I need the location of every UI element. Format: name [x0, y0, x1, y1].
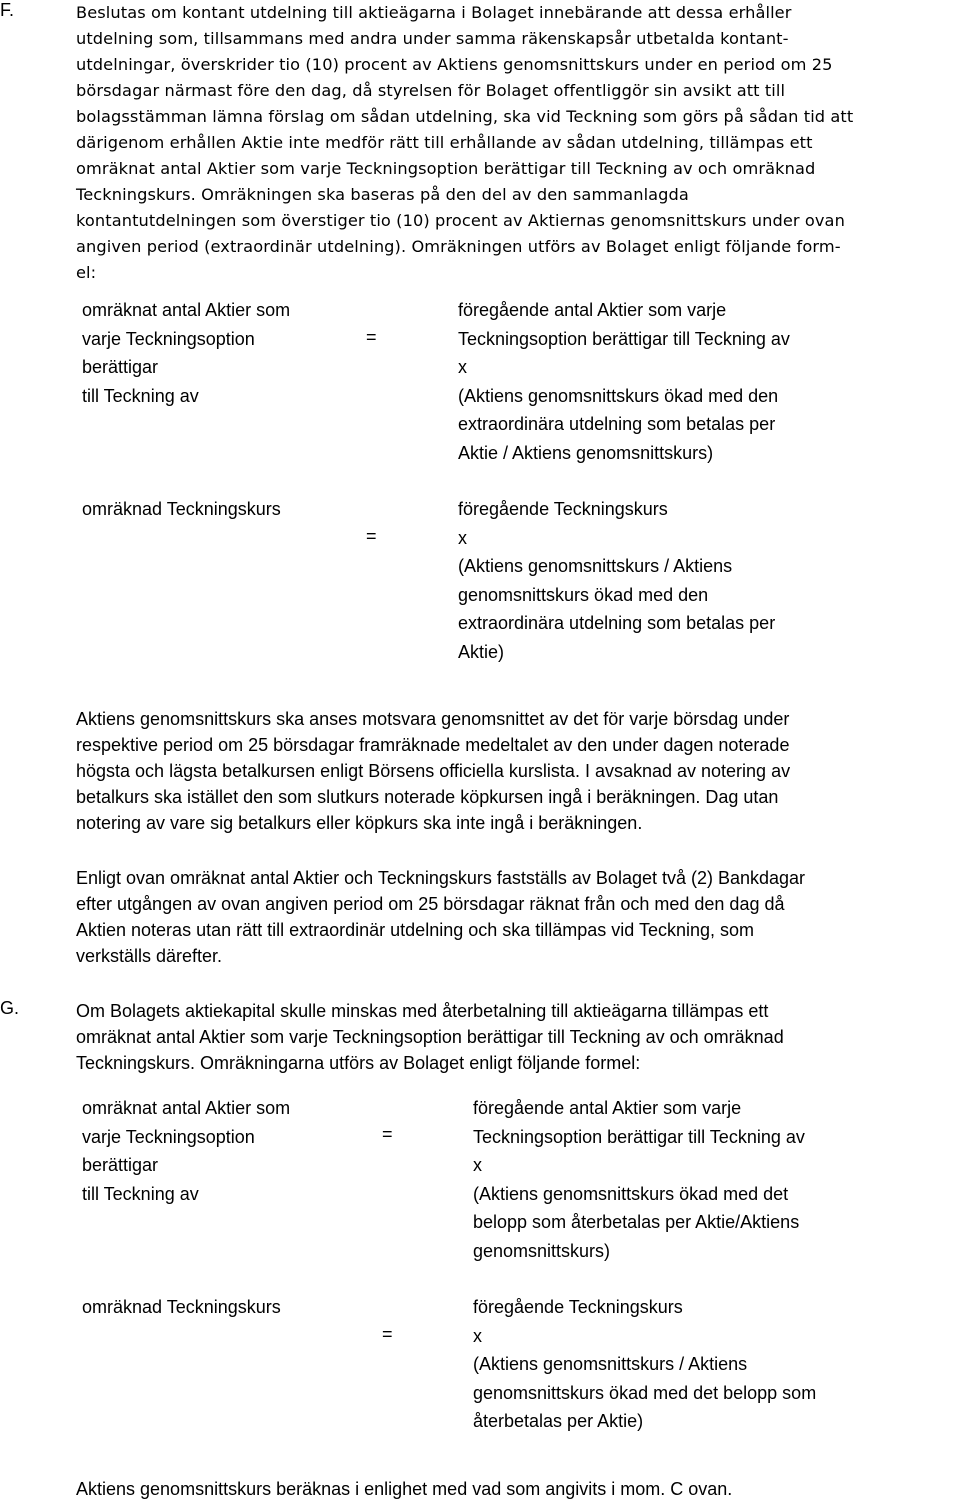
text-line: verkställs därefter.	[76, 946, 223, 966]
text-line: kontantutdelningen som överstiger tio (10) procent av Aktiernas genomsnittskurs under ovan	[76, 211, 845, 230]
formula-term: genomsnittskurs)	[473, 1240, 611, 1261]
text-line: Enligt ovan omräknat antal Aktier och Teckningskurs fastställs av Bolaget två (2) Bankdagar	[76, 868, 806, 888]
text-line: Teckningskurs. Omräkningarna utförs av Bolaget enligt följande formel:	[76, 1053, 641, 1073]
formula-term: berättigar	[82, 1155, 159, 1175]
text-line: Om Bolagets aktiekapital skulle minskas med återbetalning till aktieägarna tillämpas ett	[76, 1001, 769, 1021]
g-formula2-equals: =	[382, 1324, 393, 1344]
text-line: respektive period om 25 börsdagar framräknade medeltalet av den under dagen noterade	[76, 735, 790, 755]
formula-term: (Aktiens genomsnittskurs / Aktiens	[458, 556, 733, 576]
formula-term: omräknad Teckningskurs	[82, 499, 281, 519]
formula-term: belopp som återbetalas per Aktie/Aktiens	[473, 1212, 800, 1232]
text-line: utdelningar, överskrider tio (10) procent av Aktiens genomsnittskurs under en period om 25	[76, 55, 833, 74]
section-f-genomsnittskurs-paragraph	[76, 706, 956, 836]
formula-term: föregående Teckningskurs	[473, 1297, 683, 1317]
formula-term: genomsnittskurs ökad med det belopp som	[473, 1382, 817, 1403]
section-f-letter: F.	[0, 0, 15, 20]
formula-term: extraordinära utdelning som betalas per	[458, 414, 776, 434]
formula-operator: x	[458, 527, 467, 548]
text-line: omräknat antal Aktier som varje Teckningsoption berättigar till Teckning av och omräknad	[76, 159, 816, 178]
text-line: angiven period (extraordinär utdelning). Omräkningen utförs av Bolaget enligt följande form-	[76, 237, 841, 256]
text-line: bolagsstämman lämna förslag om sådan utdelning, ska vid Teckning som görs på sådan tid att	[76, 107, 854, 126]
text-line: börsdagar närmast före den dag, då styrelsen för Bolaget offentliggör sin avsikt att till	[76, 81, 786, 100]
formula-term: (Aktiens genomsnittskurs ökad med det	[473, 1183, 789, 1204]
formula-term: omräknat antal Aktier som	[82, 300, 291, 320]
formula-term: föregående antal Aktier som varje	[473, 1098, 742, 1118]
text-line: därigenom erhållen Aktie inte medför rätt till erhållande av sådan utdelning, tillämpas ett	[76, 133, 813, 152]
formula-term: föregående Teckningskurs	[458, 499, 668, 519]
g-formula1-right	[473, 1094, 805, 1265]
text-line: högsta och lägsta betalkursen enligt Börsens officiella kurslista. I avsaknad av notering av	[76, 761, 791, 781]
section-f-faststallande-paragraph	[76, 865, 956, 969]
formula-term: (Aktiens genomsnittskurs ökad med den	[458, 385, 779, 406]
text-line: Beslutas om kontant utdelning till aktieägarna i Bolaget innebärande att dessa erhåller	[76, 3, 792, 22]
formula-term: till Teckning av	[82, 1183, 199, 1204]
text-line: Aktiens genomsnittskurs beräknas i enlighet med vad som angivits i mom. C ovan.	[76, 1479, 733, 1499]
f-formula2-right	[458, 495, 775, 666]
text-line: betalkurs ska istället den som slutkurs noterade köpkursen ingå i beräkningen. Dag utan	[76, 787, 779, 807]
formula-term: Teckningsoption berättigar till Teckning av	[458, 328, 790, 349]
g-formula2-right	[473, 1293, 816, 1436]
text-line: Aktien noteras utan rätt till extraordinär utdelning och ska tillämpas vid Teckning, som	[76, 920, 755, 940]
f-formula1-left	[82, 296, 290, 410]
text-line: Teckningskurs. Omräkningen ska baseras på den del av den sammanlagda	[76, 185, 689, 204]
text-line: utdelning som, tillsammans med andra under samma räkenskapsår utbetalda kontant-	[76, 29, 789, 48]
formula-term: Aktie)	[458, 641, 505, 662]
text-line: el:	[76, 263, 97, 282]
section-f-intro	[76, 0, 956, 286]
formula-term: omräknad Teckningskurs	[82, 1297, 281, 1317]
text-line: notering av vare sig betalkurs eller köpkurs ska inte ingå i beräkningen.	[76, 813, 643, 833]
formula-term: föregående antal Aktier som varje	[458, 300, 727, 320]
section-g-final-paragraph	[76, 1476, 956, 1502]
text-line: omräknat antal Aktier som varje Teckningsoption berättigar till Teckning av och omräknad	[76, 1027, 784, 1047]
f-formula2-left	[82, 495, 281, 524]
f-formula2-equals: =	[366, 526, 377, 546]
f-formula1-right	[458, 296, 790, 467]
formula-operator: x	[458, 357, 467, 377]
formula-operator: x	[473, 1325, 482, 1346]
formula-operator: x	[473, 1155, 482, 1175]
formula-term: Teckningsoption berättigar till Teckning av	[473, 1126, 805, 1147]
formula-term: extraordinära utdelning som betalas per	[458, 613, 776, 633]
formula-term: återbetalas per Aktie)	[473, 1411, 644, 1431]
formula-term: omräknat antal Aktier som	[82, 1098, 291, 1118]
formula-term: berättigar	[82, 357, 159, 377]
formula-term: Aktie / Aktiens genomsnittskurs)	[458, 442, 714, 463]
section-g-letter: G.	[0, 998, 20, 1018]
formula-term: genomsnittskurs ökad med den	[458, 584, 709, 605]
text-line: Aktiens genomsnittskurs ska anses motsvara genomsnittet av det för varje börsdag under	[76, 709, 790, 729]
formula-term: (Aktiens genomsnittskurs / Aktiens	[473, 1354, 748, 1374]
g-formula1-equals: =	[382, 1124, 393, 1144]
formula-term: varje Teckningsoption	[82, 1126, 255, 1147]
f-formula1-equals: =	[366, 327, 377, 347]
section-g-intro	[76, 998, 956, 1076]
formula-term: varje Teckningsoption	[82, 328, 255, 349]
formula-term: till Teckning av	[82, 385, 199, 406]
g-formula1-left	[82, 1094, 290, 1208]
g-formula2-left	[82, 1293, 281, 1322]
text-line: efter utgången av ovan angiven period om 25 börsdagar räknat från och med den dag då	[76, 894, 785, 914]
